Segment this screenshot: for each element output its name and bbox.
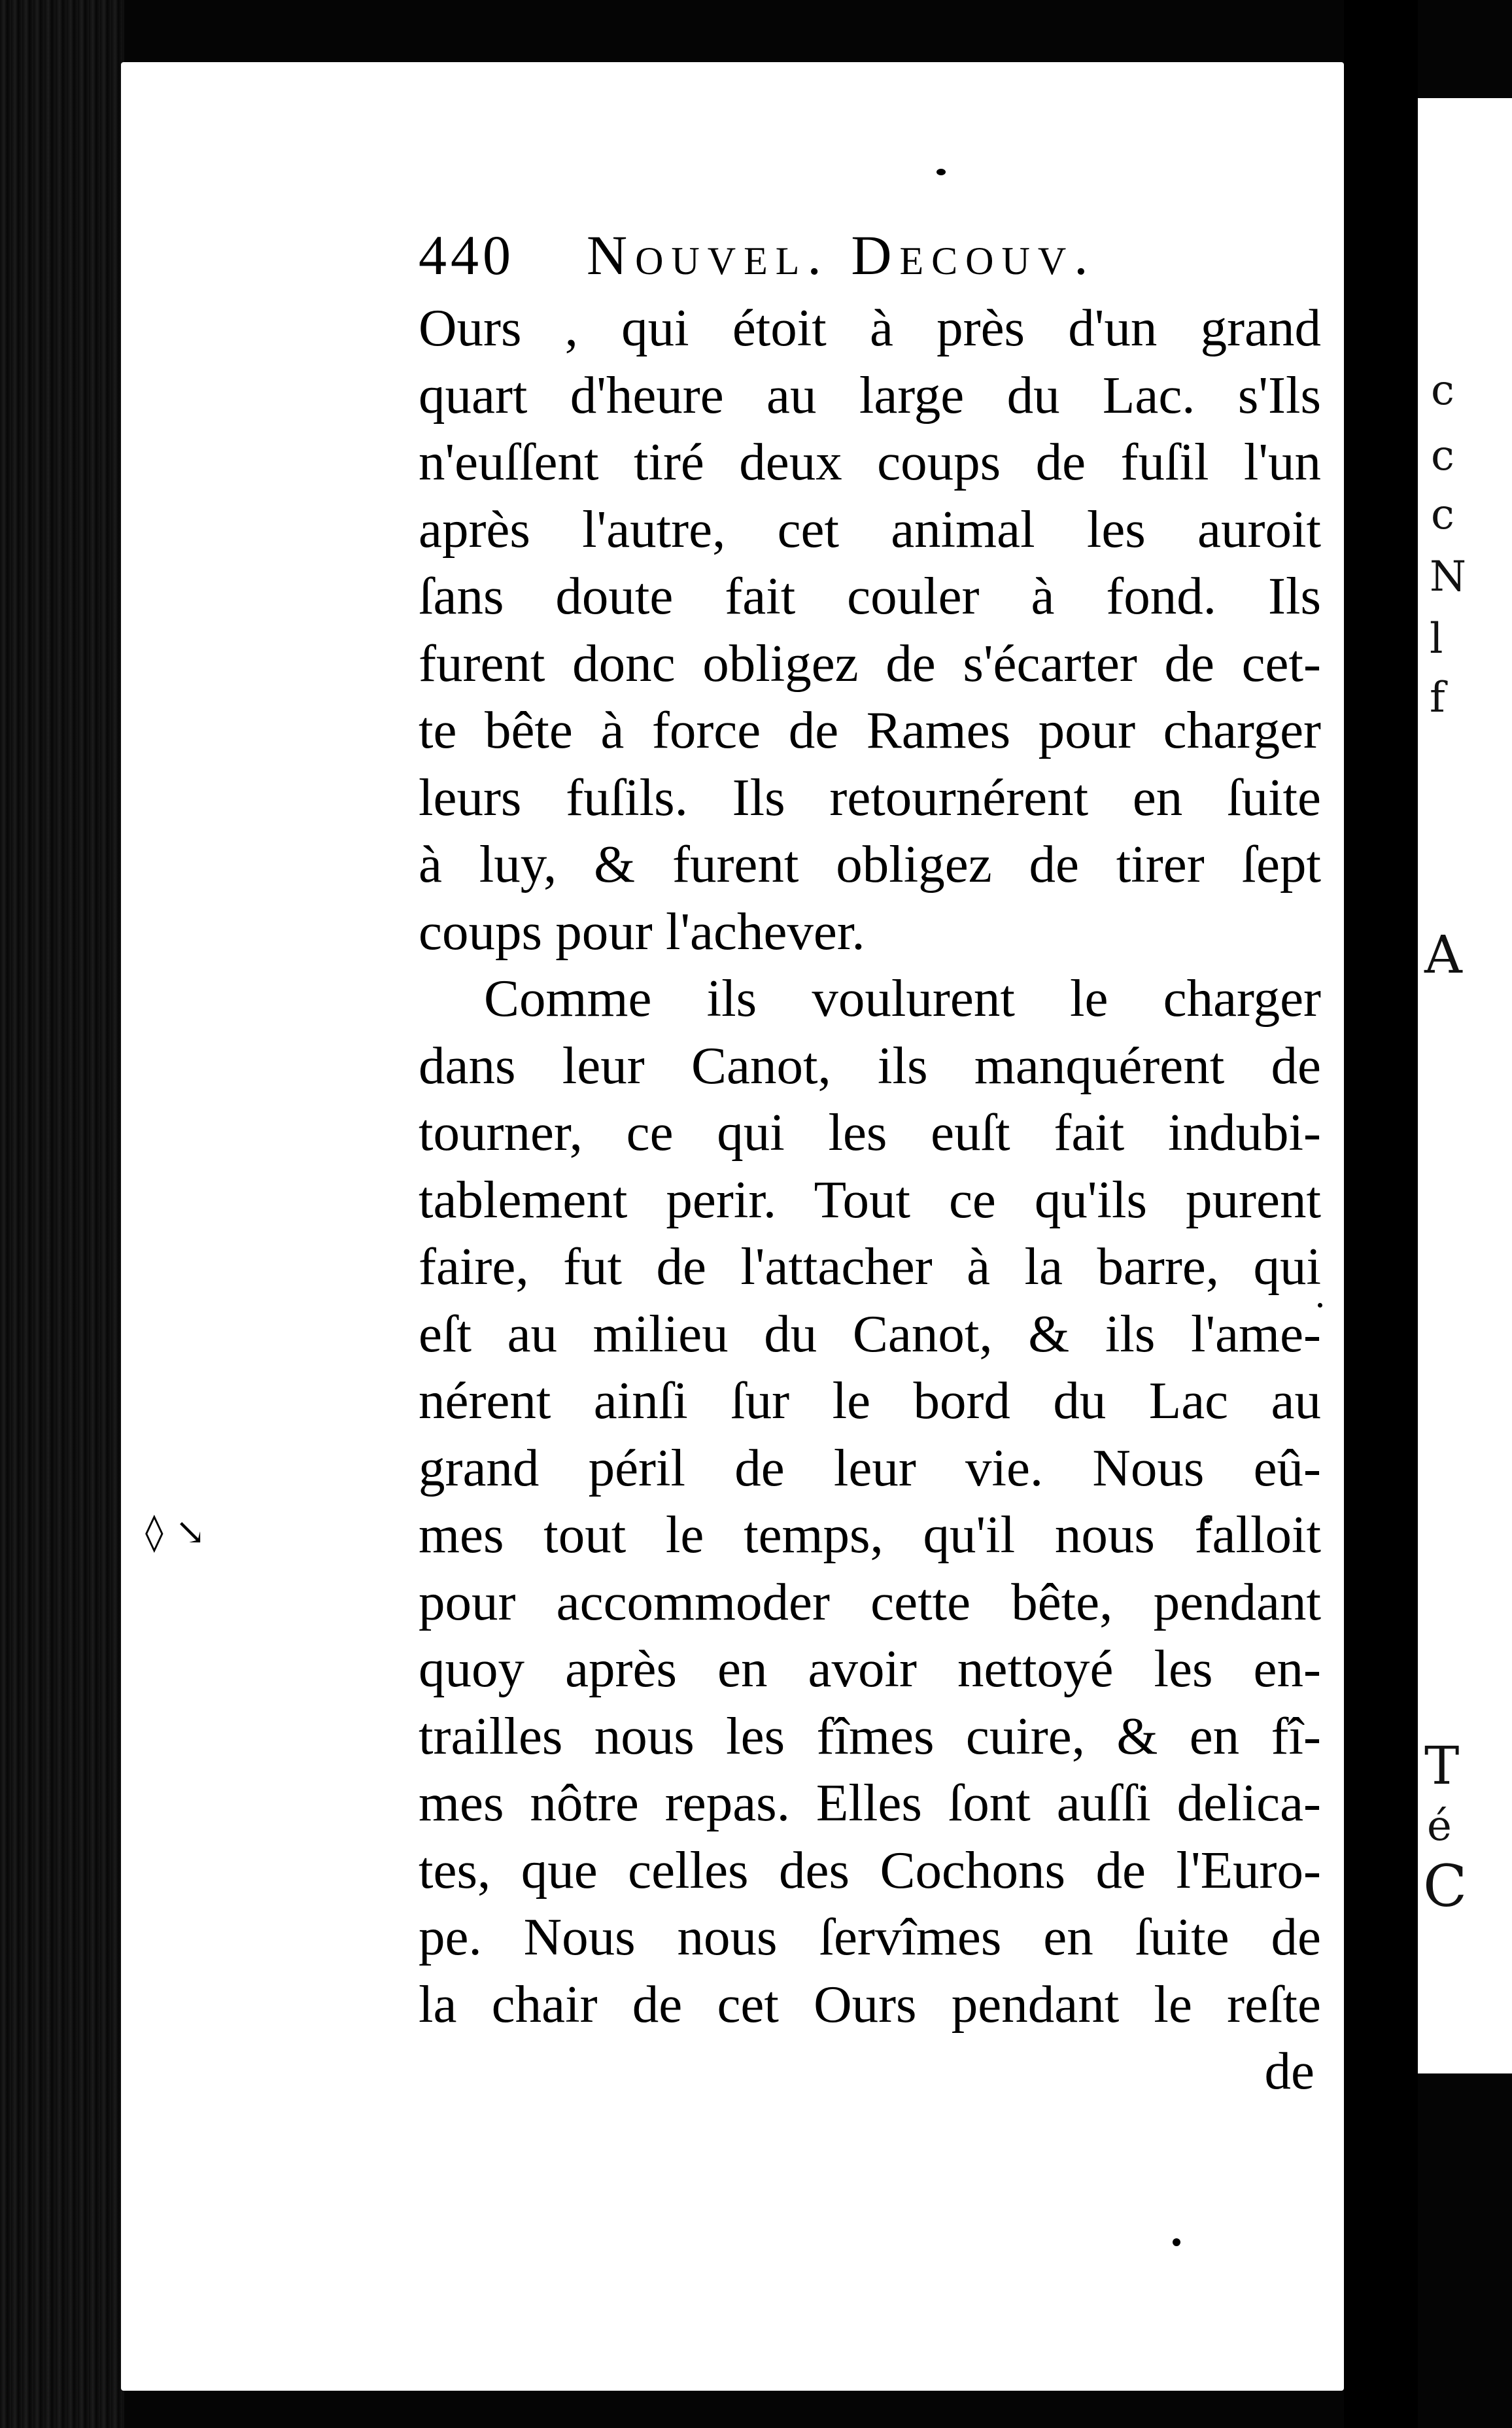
page-gap (1344, 0, 1418, 2428)
text-line: eſt au milieu du Canot, & ils l'ame- (419, 1304, 1321, 1363)
adjacent-page-strip (1418, 98, 1512, 2073)
text-line: nérent ainſi ſur le bord du Lac au (419, 1371, 1321, 1430)
margin-mark: ◊ ↘ (145, 1511, 206, 1553)
text-line: trailles nous les fîmes cuire, & en fî- (419, 1706, 1321, 1765)
text-line: pe. Nous nous ſervîmes en ſuite de (419, 1907, 1321, 1966)
adjacent-page-letter: f (1430, 674, 1445, 722)
text-line: Comme ils voulurent le charger (484, 969, 1321, 1028)
text-line: grand péril de leur vie. Nous eû- (419, 1438, 1321, 1497)
adjacent-page-letter: c (1431, 491, 1454, 539)
text-line: coups pour l'achever. (419, 901, 865, 961)
text-line: mes tout le temps, qu'il nous falloit (419, 1505, 1321, 1564)
text-line: Ours , qui étoit à près d'un grand (419, 298, 1321, 357)
text-line: leurs fuſils. Ils retournérent en ſuite (419, 767, 1321, 827)
text-line: après l'autre, cet animal les auroit (419, 499, 1321, 559)
text-line: quart d'heure au large du Lac. s'Ils (419, 365, 1321, 425)
adjacent-page-letter: c (1431, 366, 1454, 415)
text-line: pour accommoder cette bête, pendant (419, 1572, 1321, 1631)
text-line: ſans doute fait couler à fond. Ils (419, 566, 1321, 625)
adjacent-page-letter: l (1430, 615, 1443, 663)
adjacent-page-letter: é (1427, 1802, 1452, 1850)
text-line: te bête à force de Rames pour charger (419, 701, 1321, 759)
text-line: à luy, & furent obligez de tirer ſept (419, 835, 1321, 893)
ink-speck (936, 169, 946, 175)
text-line: furent donc obligez de s'écarter de cet- (419, 633, 1321, 693)
text-line: mes nôtre repas. Elles ſont auſſi delica- (419, 1773, 1321, 1832)
adjacent-page-letter: N (1430, 553, 1466, 601)
catchword: de (1264, 2041, 1314, 2100)
running-title: Nouvel. Decouv. (587, 224, 1096, 286)
adjacent-page-letter: T (1424, 1735, 1460, 1796)
text-line: tes, que celles des Cochons de l'Euro- (419, 1840, 1321, 1899)
text-line: quoy après en avoir nettoyé les en- (419, 1639, 1321, 1698)
text-line: dans leur Canot, ils manquérent de (419, 1035, 1321, 1095)
adjacent-page-letter: C (1423, 1852, 1468, 1920)
text-line: tourner, ce qui les euſt fait indubi- (419, 1103, 1321, 1162)
book-gutter (0, 0, 124, 2428)
text-line: tablement perir. Tout ce qu'ils purent (419, 1170, 1321, 1229)
running-head (419, 222, 1321, 294)
adjacent-page-letter: c (1431, 432, 1454, 480)
text-line: n'euſſent tiré deux coups de fuſil l'un (419, 432, 1321, 491)
ink-speck (1173, 2238, 1180, 2246)
page-text (419, 222, 1321, 2105)
text-line: la chair de cet Ours pendant le reſte (419, 1974, 1321, 2034)
page-number: 440 (419, 224, 515, 286)
text-line: faire, fut de l'attacher à la barre, qui (419, 1237, 1321, 1296)
adjacent-page-letter: A (1424, 924, 1462, 985)
